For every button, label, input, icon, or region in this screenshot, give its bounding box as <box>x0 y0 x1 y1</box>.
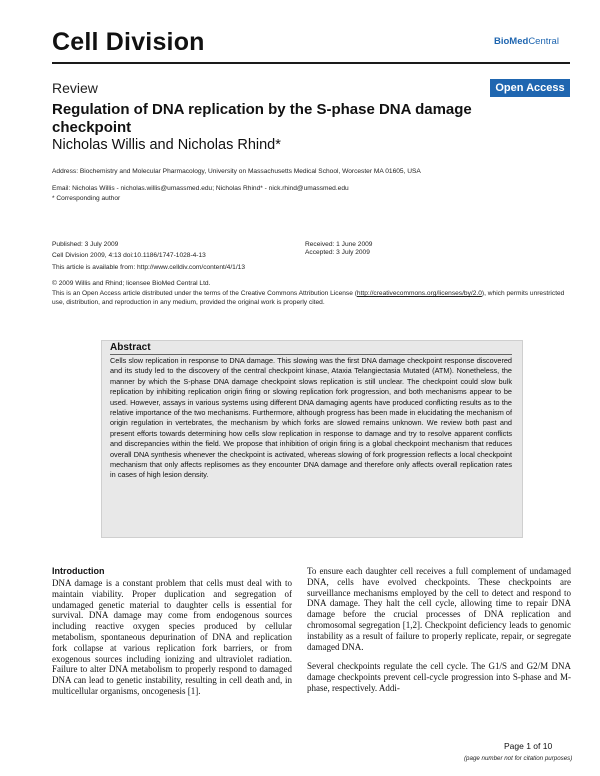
license-text-b: ), which permits unrestricted use, distribution, and reproduction in any medium, provided the original work is properly cited. <box>52 290 565 306</box>
abstract-heading: Abstract <box>110 342 151 353</box>
header-rule <box>52 62 570 64</box>
open-access-badge: Open Access <box>490 79 570 97</box>
page-number-note: (page number not for citation purposes) <box>464 755 573 762</box>
citation: Cell Division 2009, 4:13 doi:10.1186/1747-1028-4-13 <box>52 252 206 259</box>
right-column-paragraph-1: To ensure each daughter cell receives a full complement of undamaged DNA, cells have evolved checkpoints. These checkpoints are surveillance mechanisms employed by the cell to detect and respond to DNA damage. They halt the cell cycle, allowing time to repair DNA damage before the crucial processes of DNA replication and chromosomal segregation [1,2]. Checkpoint deficiency leads to genomic instability as a result of failure to properly replicate, repair, or segregate damaged DNA. <box>307 566 571 652</box>
author-address: Address: Biochemistry and Molecular Pharmacology, University on Massachusetts Medical School, Worcester MA 01605, USA <box>52 168 421 175</box>
abstract-text: Cells slow replication in response to DNA damage. This slowing was the first DNA damage checkpoint response discovered and its study led to the discovery of the central checkpoint kinase, Ataxia Telangiectasia Mutated (ATM). Nonetheless, the manner by which the S-phase DNA damage checkpoint slows replication is still unclear. The checkpoint could slow bulk replication by inhibiting replication origin firing or slowing replication fork progression, and both mechanisms appear to be used. However, assays in various systems using different DNA damaging agents have produced conflicting results as to the relative importance of the two mechanisms. Furthermore, although progress has been made in elucidating the mechanism of origin regulation in vertebrates, the mechanism by which forks are slowed remains unknown. We review both past and present efforts towards determining how cells slow replication in response to damage and try to resolve apparent conflicts and discrepancies within the field. We propose that inhibition of origin firing is a global checkpoint mechanism that reduces overall DNA synthesis whenever the checkpoint is activated, whereas slowing of fork progression reflects a local checkpoint mechanism that only affects replisomes as they encounter DNA damage and therefore only affects overall replication rates in cases of high lesion density. <box>110 356 512 480</box>
right-column-paragraph-2: Several checkpoints regulate the cell cycle. The G1/S and G2/M DNA damage checkpoints prevent cell-cycle progression into S-phase and M-phase, respectively. Addi- <box>307 661 571 693</box>
left-column-paragraph: DNA damage is a constant problem that cells must deal with to maintain viability. Proper duplication and segregation of undamaged genetic material to daughter cells is essential for survival. DNA damage may come from endogenous sources including reactive oxygen species produced by cellular metabolism, spontaneous depurination of DNA and replication fork collapse at various replication fork barriers, or from exogenous sources including ionizing and ultraviolet radiation. Failure to alter DNA metabolism to properly respond to damaged DNA can lead to genetic instability, resulting in cell death and, in multicellular organisms, oncogenesis [1]. <box>52 578 292 696</box>
page-number: Page 1 of 10 <box>504 741 553 751</box>
authors: Nicholas Willis and Nicholas Rhind* <box>52 137 281 153</box>
license-text <box>52 289 572 307</box>
article-url[interactable]: This article is available from: http://www.celldiv.com/content/4/1/13 <box>52 264 246 271</box>
right-column <box>307 566 571 703</box>
corresponding-author-note: * Corresponding author <box>52 195 121 202</box>
license-text-a: This is an Open Access article distributed under the terms of the Creative Commons Attribution License ( <box>52 290 357 297</box>
author-email: Email: Nicholas Willis - nicholas.willis@umassmed.edu; Nicholas Rhind* - nick.rhind@umassmed.edu <box>52 185 349 192</box>
accepted-date: Accepted: 3 July 2009 <box>305 249 370 256</box>
copyright: © 2009 Willis and Rhind; licensee BioMed Central Ltd. <box>52 280 211 287</box>
publisher-logo-suffix: Central <box>528 36 559 47</box>
license-link[interactable]: http://creativecommons.org/licenses/by/2.0 <box>356 290 482 297</box>
publisher-logo-prefix: BioMed <box>494 36 529 47</box>
publisher-logo <box>494 36 559 47</box>
received-date: Received: 1 June 2009 <box>305 241 373 248</box>
introduction-heading: Introduction <box>52 566 105 576</box>
journal-title: Cell Division <box>52 28 205 56</box>
abstract-rule <box>110 354 512 355</box>
article-title: Regulation of DNA replication by the S-phase DNA damage checkpoint <box>52 101 472 136</box>
article-type: Review <box>52 80 98 96</box>
published-date: Published: 3 July 2009 <box>52 241 119 248</box>
